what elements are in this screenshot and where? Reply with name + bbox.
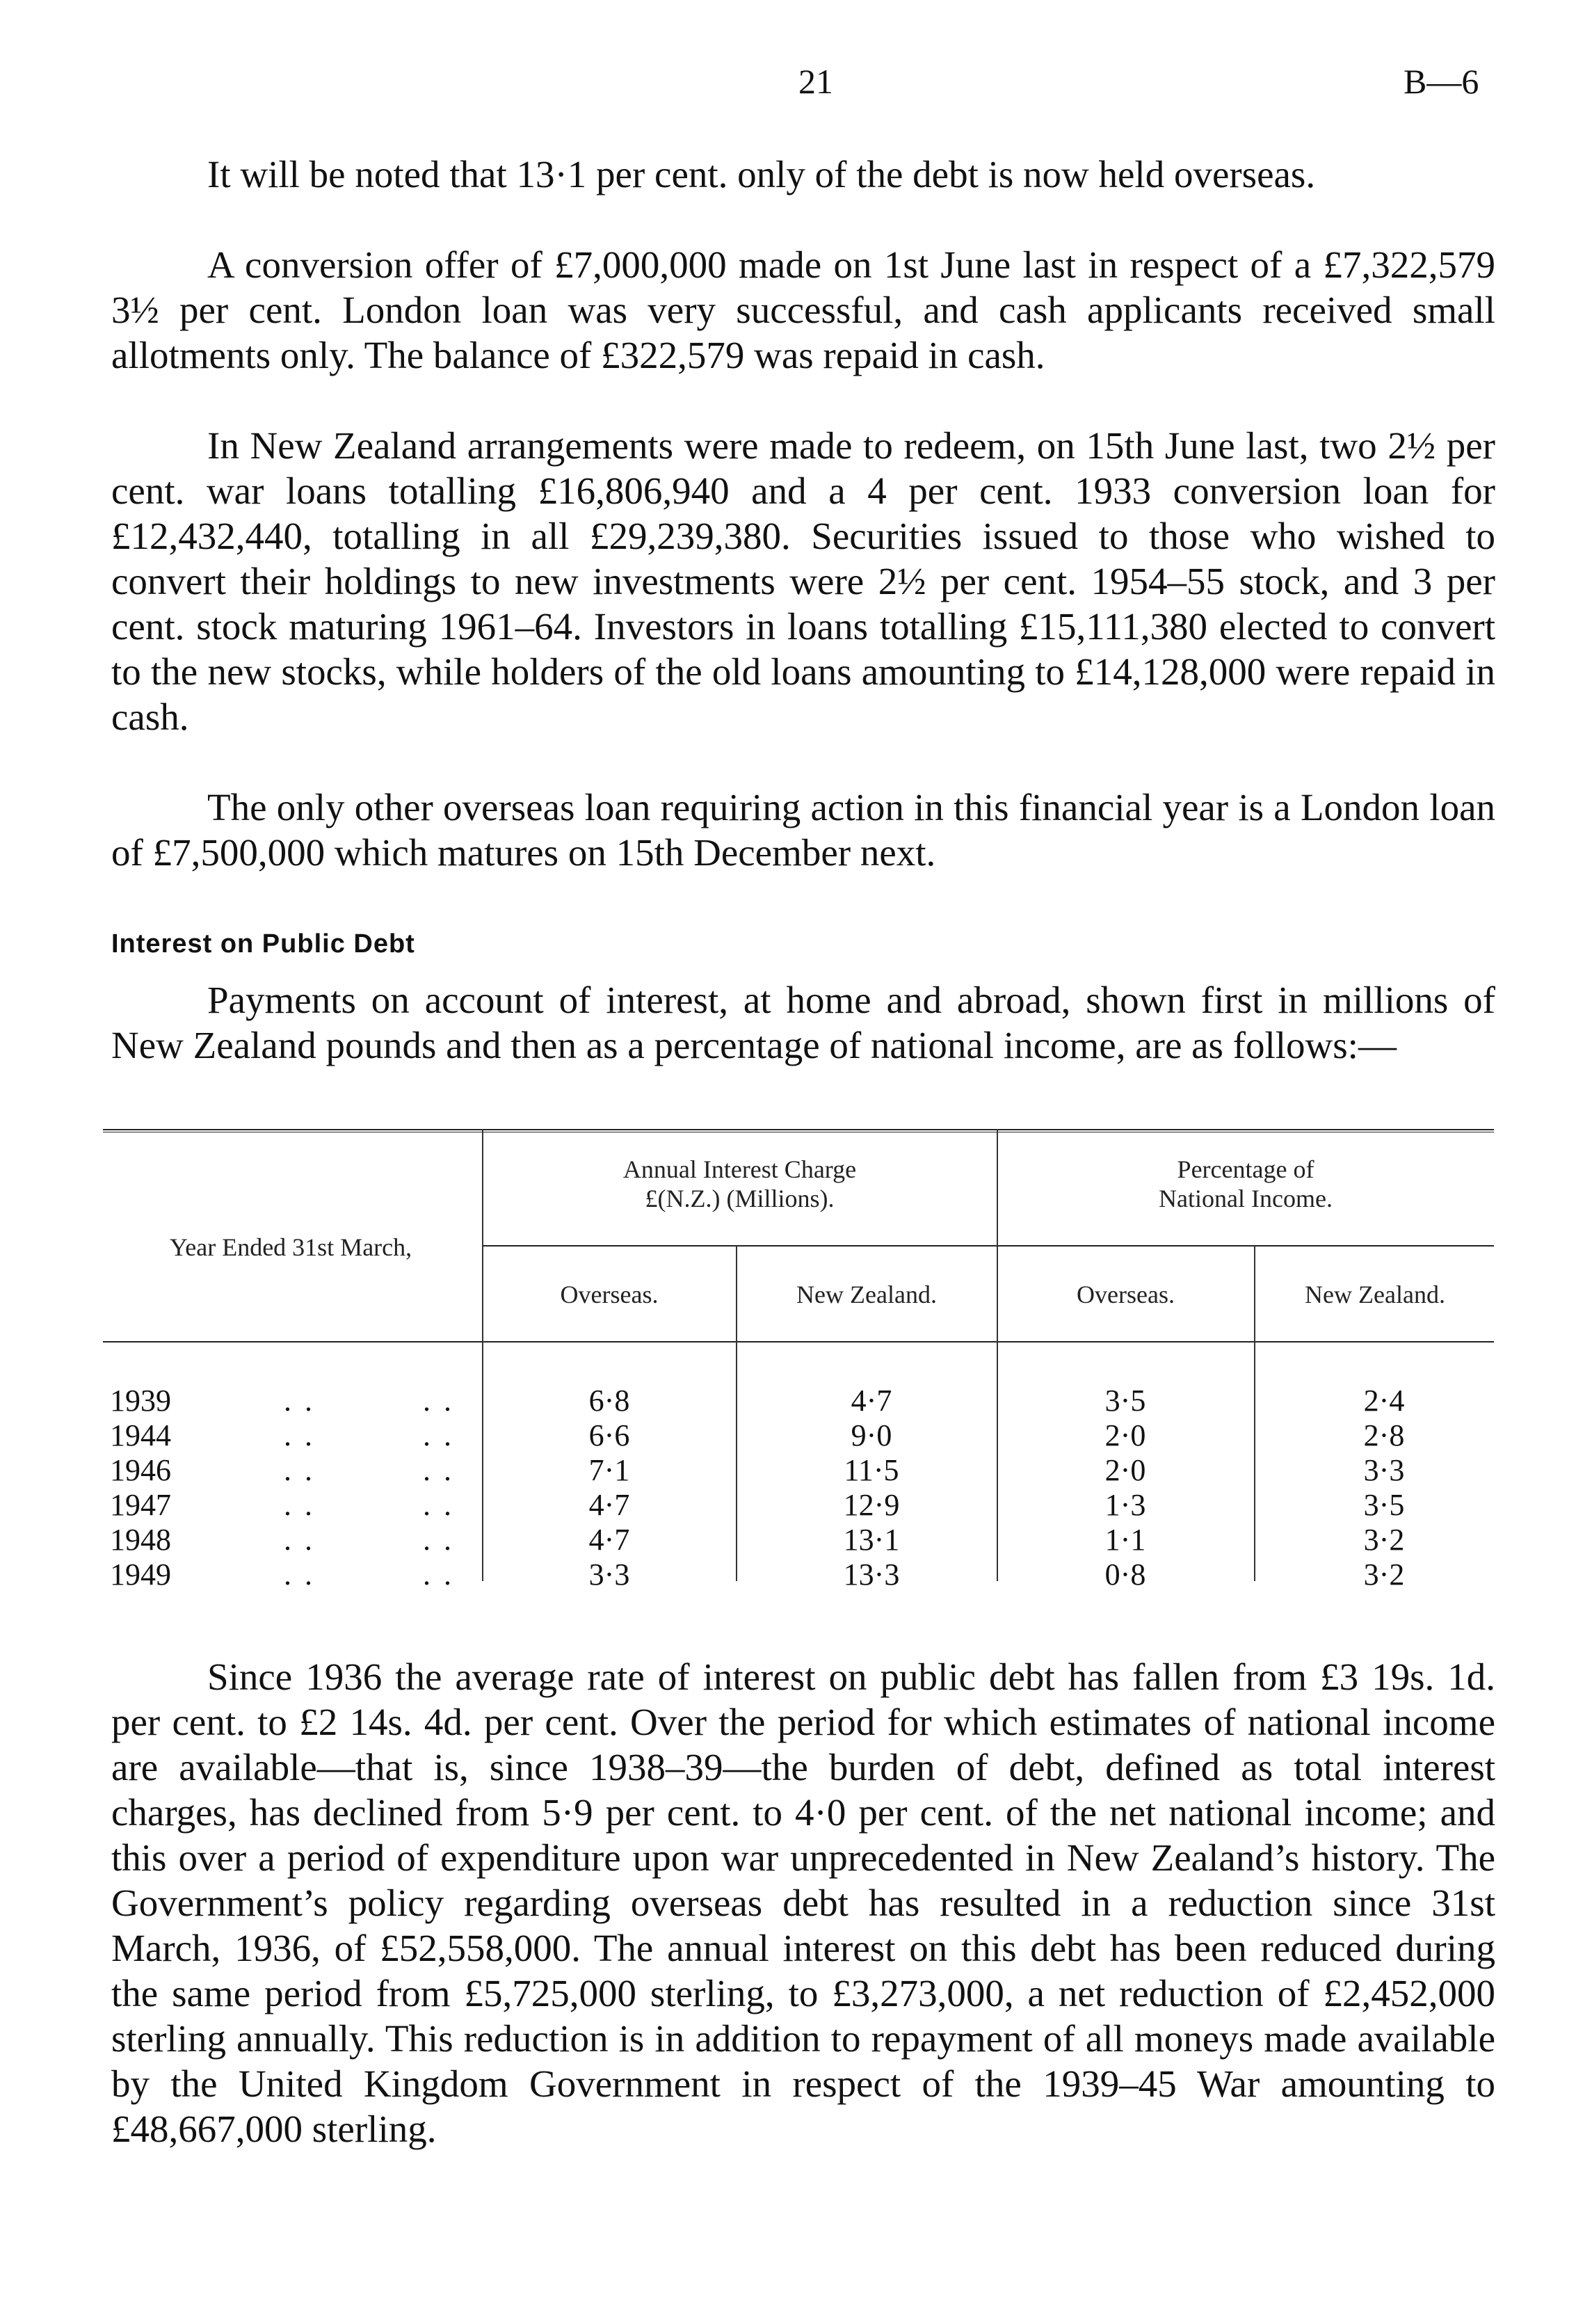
group-header-percent-line1: Percentage of — [1177, 1155, 1314, 1183]
row-year: 1939 — [110, 1384, 171, 1418]
percent-nz: 3·5 — [1363, 1488, 1405, 1522]
leader-dots: . . — [284, 1384, 315, 1418]
charge-overseas: 6·8 — [588, 1384, 630, 1418]
leader-dots: . . — [284, 1418, 315, 1452]
row-year: 1944 — [110, 1418, 171, 1452]
charge-nz: 9·0 — [851, 1418, 892, 1452]
charge-overseas: 4·7 — [588, 1523, 630, 1557]
charge-nz: 4·7 — [851, 1384, 892, 1418]
charge-overseas: 7·1 — [588, 1453, 630, 1487]
percent-nz: 2·8 — [1363, 1418, 1405, 1452]
section-heading: Interest on Public Debt — [111, 929, 415, 959]
charge-overseas: 4·7 — [588, 1488, 630, 1522]
percent-nz: 3·2 — [1363, 1557, 1405, 1592]
column-header-percent-overseas: Overseas. — [1077, 1281, 1175, 1308]
leader-dots: . . — [423, 1557, 454, 1592]
column-header-percent-nz: New Zealand. — [1305, 1281, 1445, 1308]
paragraph-london-loan: The only other overseas loan requiring action in this financial year is a London loan of £7,500,000 which matures on 15th December next. — [111, 786, 1495, 874]
column-header-charge-nz: New Zealand. — [796, 1281, 937, 1308]
percent-overseas: 1·3 — [1104, 1488, 1146, 1522]
charge-nz: 13·1 — [843, 1523, 900, 1557]
table-row — [103, 1418, 1494, 1452]
row-year: 1946 — [110, 1453, 171, 1487]
column-header-year: Year Ended 31st March, — [169, 1233, 412, 1261]
table-row — [103, 1383, 1494, 1418]
table-row — [103, 1557, 1494, 1592]
percent-nz: 3·2 — [1363, 1523, 1405, 1557]
row-year: 1947 — [110, 1488, 171, 1522]
leader-dots: . . — [284, 1488, 315, 1522]
column-header-charge-overseas: Overseas. — [560, 1281, 659, 1308]
leader-dots: . . — [423, 1418, 454, 1452]
table-top-rule — [103, 1129, 1494, 1130]
charge-nz: 13·3 — [843, 1557, 900, 1592]
leader-dots: . . — [284, 1523, 315, 1557]
leader-dots: . . — [423, 1453, 454, 1487]
paragraph-interest-intro: Payments on account of interest, at home and abroad, shown first in millions of New Zealand pounds and then as a percentage of national income, are as follows:— — [111, 979, 1495, 1066]
percent-overseas: 1·1 — [1104, 1523, 1146, 1557]
table-row — [103, 1522, 1494, 1557]
percent-overseas: 0·8 — [1104, 1557, 1146, 1592]
charge-nz: 12·9 — [843, 1488, 900, 1522]
percent-nz: 3·3 — [1363, 1453, 1405, 1487]
leader-dots: . . — [423, 1488, 454, 1522]
percent-overseas: 2·0 — [1104, 1418, 1146, 1452]
paragraph-conversion-offer: A conversion offer of £7,000,000 made on 1st June last in respect of a £7,322,579 3½ per cent. London loan was very successful, and cash applicants received small allotments only. The balance of £322,579 was repaid in cash. — [111, 243, 1495, 376]
row-year: 1949 — [110, 1557, 171, 1592]
row-year: 1948 — [110, 1523, 171, 1557]
charge-overseas: 6·6 — [588, 1418, 630, 1452]
leader-dots: . . — [284, 1453, 315, 1487]
percent-nz: 2·4 — [1363, 1384, 1405, 1418]
leader-dots: . . — [284, 1557, 315, 1592]
document-reference: B—6 — [1404, 62, 1479, 101]
group-header-percent-line2: National Income. — [1159, 1185, 1333, 1212]
percent-overseas: 2·0 — [1104, 1453, 1146, 1487]
page-number: 21 — [798, 62, 833, 101]
table-row — [103, 1452, 1494, 1487]
charge-overseas: 3·3 — [588, 1557, 630, 1592]
group-header-charge-line1: Annual Interest Charge — [622, 1155, 857, 1183]
leader-dots: . . — [423, 1523, 454, 1557]
charge-nz: 11·5 — [844, 1453, 899, 1487]
table-header-rule — [103, 1341, 1494, 1343]
page-header — [0, 61, 1576, 103]
paragraph-overseas-share: It will be noted that 13·1 per cent. only of the debt is now held overseas. — [207, 153, 1316, 195]
percent-overseas: 3·5 — [1104, 1384, 1146, 1418]
paragraph-debt-burden: Since 1936 the average rate of interest on public debt has fallen from £3 19s. 1d. per cent. to £2 14s. 4d. per cent. Over the period for which estimates of national income are available—that is, since 1938–39—the burden of debt, defined as total interest charges, has declined from 5·9 per cent. to 4·0 per cent. of the net national income; and this over a period of expenditure upon war unprecedented in New Zealand’s history. The Government’s policy regarding overseas debt has resulted in a reduction since 31st March, 1936, of £52,558,000. The annual interest on this debt has been reduced during the same period from £5,725,000 sterling, to £3,273,000, a net reduction of £2,452,000 sterling annually. This reduction is in addition to repayment of all moneys made available by the United Kingdom Government in respect of the 1939–45 War amounting to £48,667,000 sterling. — [111, 1656, 1495, 2150]
paragraph-nz-redemption: In New Zealand arrangements were made to redeem, on 15th June last, two 2½ per cent. war loans totalling £16,806,940 and a 4 per cent. 1933 conversion loan for £12,432,440, totalling in all £29,239,380. Securities issued to those who wished to convert their holdings to new investments were 2½ per cent. 1954–55 stock, and 3 per cent. stock maturing 1961–64. Investors in loans totalling £15,111,380 elected to convert to the new stocks, while holders of the old loans amounting to £14,128,000 were repaid in cash. — [111, 424, 1495, 738]
group-header-charge-line2: £(N.Z.) (Millions). — [645, 1185, 835, 1212]
table-row — [103, 1487, 1494, 1522]
interest-table — [103, 1129, 1494, 1592]
table-group-rule — [482, 1245, 1494, 1247]
leader-dots: . . — [423, 1384, 454, 1418]
